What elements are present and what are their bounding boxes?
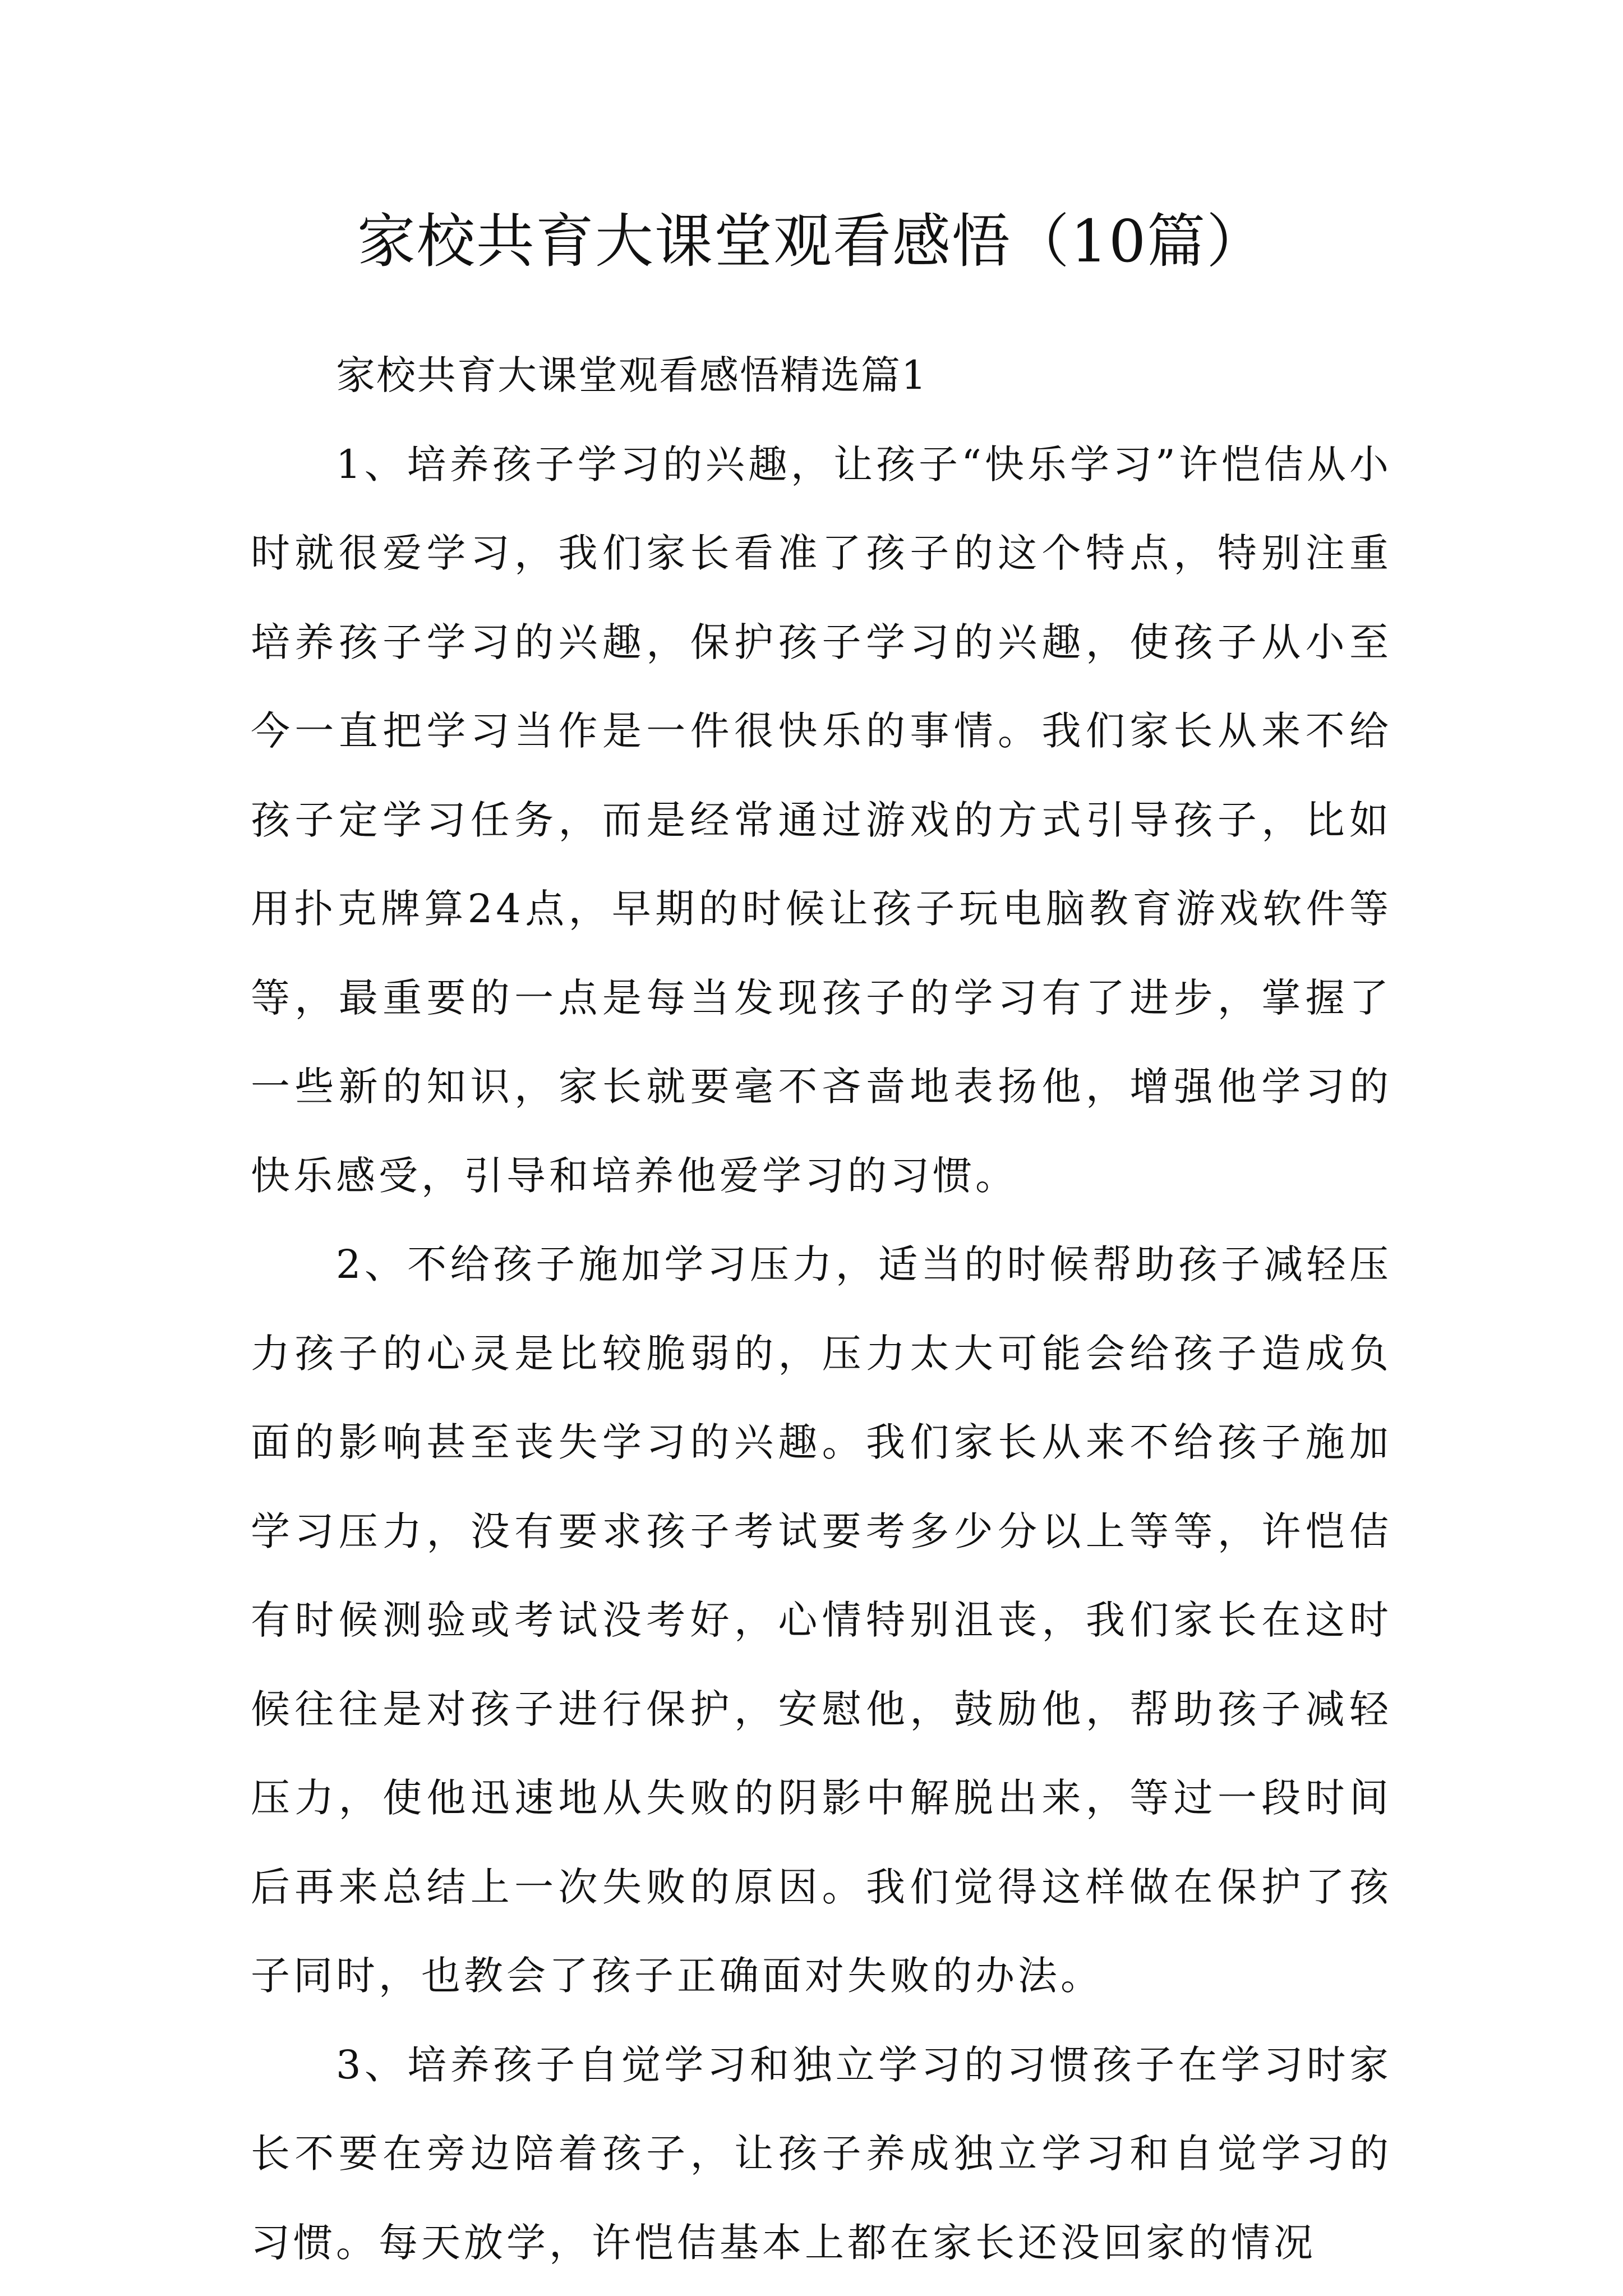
- paragraph-2: 2、不给孩子施加学习压力，适当的时候帮助孩子减轻压力孩子的心灵是比较脆弱的，压力太大可能会给孩子造成负面的影响甚至丧失学习的兴趣。我们家长从来不给孩子施加学习压力，没有要求孩子考试要考多少分以上等等，许恺佶有时候测验或考试没考好，心情特别沮丧，我们家长在这时候往往是对孩子进行保护，安慰他，鼓励他，帮助孩子减轻压力，使他迅速地从失败的阴影中解脱出来，等过一段时间后再来总结上一次失败的原因。我们觉得这样做在保护了孩子同时，也教会了孩子正确面对失败的办法。: [251, 1241, 1392, 1999]
- paragraph-1: 1、培养孩子学习的兴趣，让孩子“快乐学习”许恺佶从小时就很爱学习，我们家长看准了孩子的这个特点，特别注重培养孩子学习的兴趣，保护孩子学习的兴趣，使孩子从小至今一直把学习当作是一件很快乐的事情。我们家长从来不给孩子定学习任务，而是经常通过游戏的方式引导孩子，比如用扑克牌算24点，早期的时候让孩子玩电脑教育游戏软件等等，最重要的一点是每当发现孩子的学习有了进步，掌握了一些新的知识，家长就要毫不吝啬地表扬他，增强他学习的快乐感受，引导和培养他爱学习的习惯。: [251, 441, 1392, 1199]
- document-title: 家校共育大课堂观看感悟（10篇）: [357, 207, 1266, 275]
- section-heading: 家校共育大课堂观看感悟精选篇1: [336, 352, 928, 398]
- document-body: [251, 331, 1392, 2287]
- paragraph-3: 3、培养孩子自觉学习和独立学习的习惯孩子在学习时家长不要在旁边陪着孩子，让孩子养成独立学习和自觉学习的习惯。每天放学，许恺佶基本上都在家长还没回家的情况: [251, 2041, 1392, 2266]
